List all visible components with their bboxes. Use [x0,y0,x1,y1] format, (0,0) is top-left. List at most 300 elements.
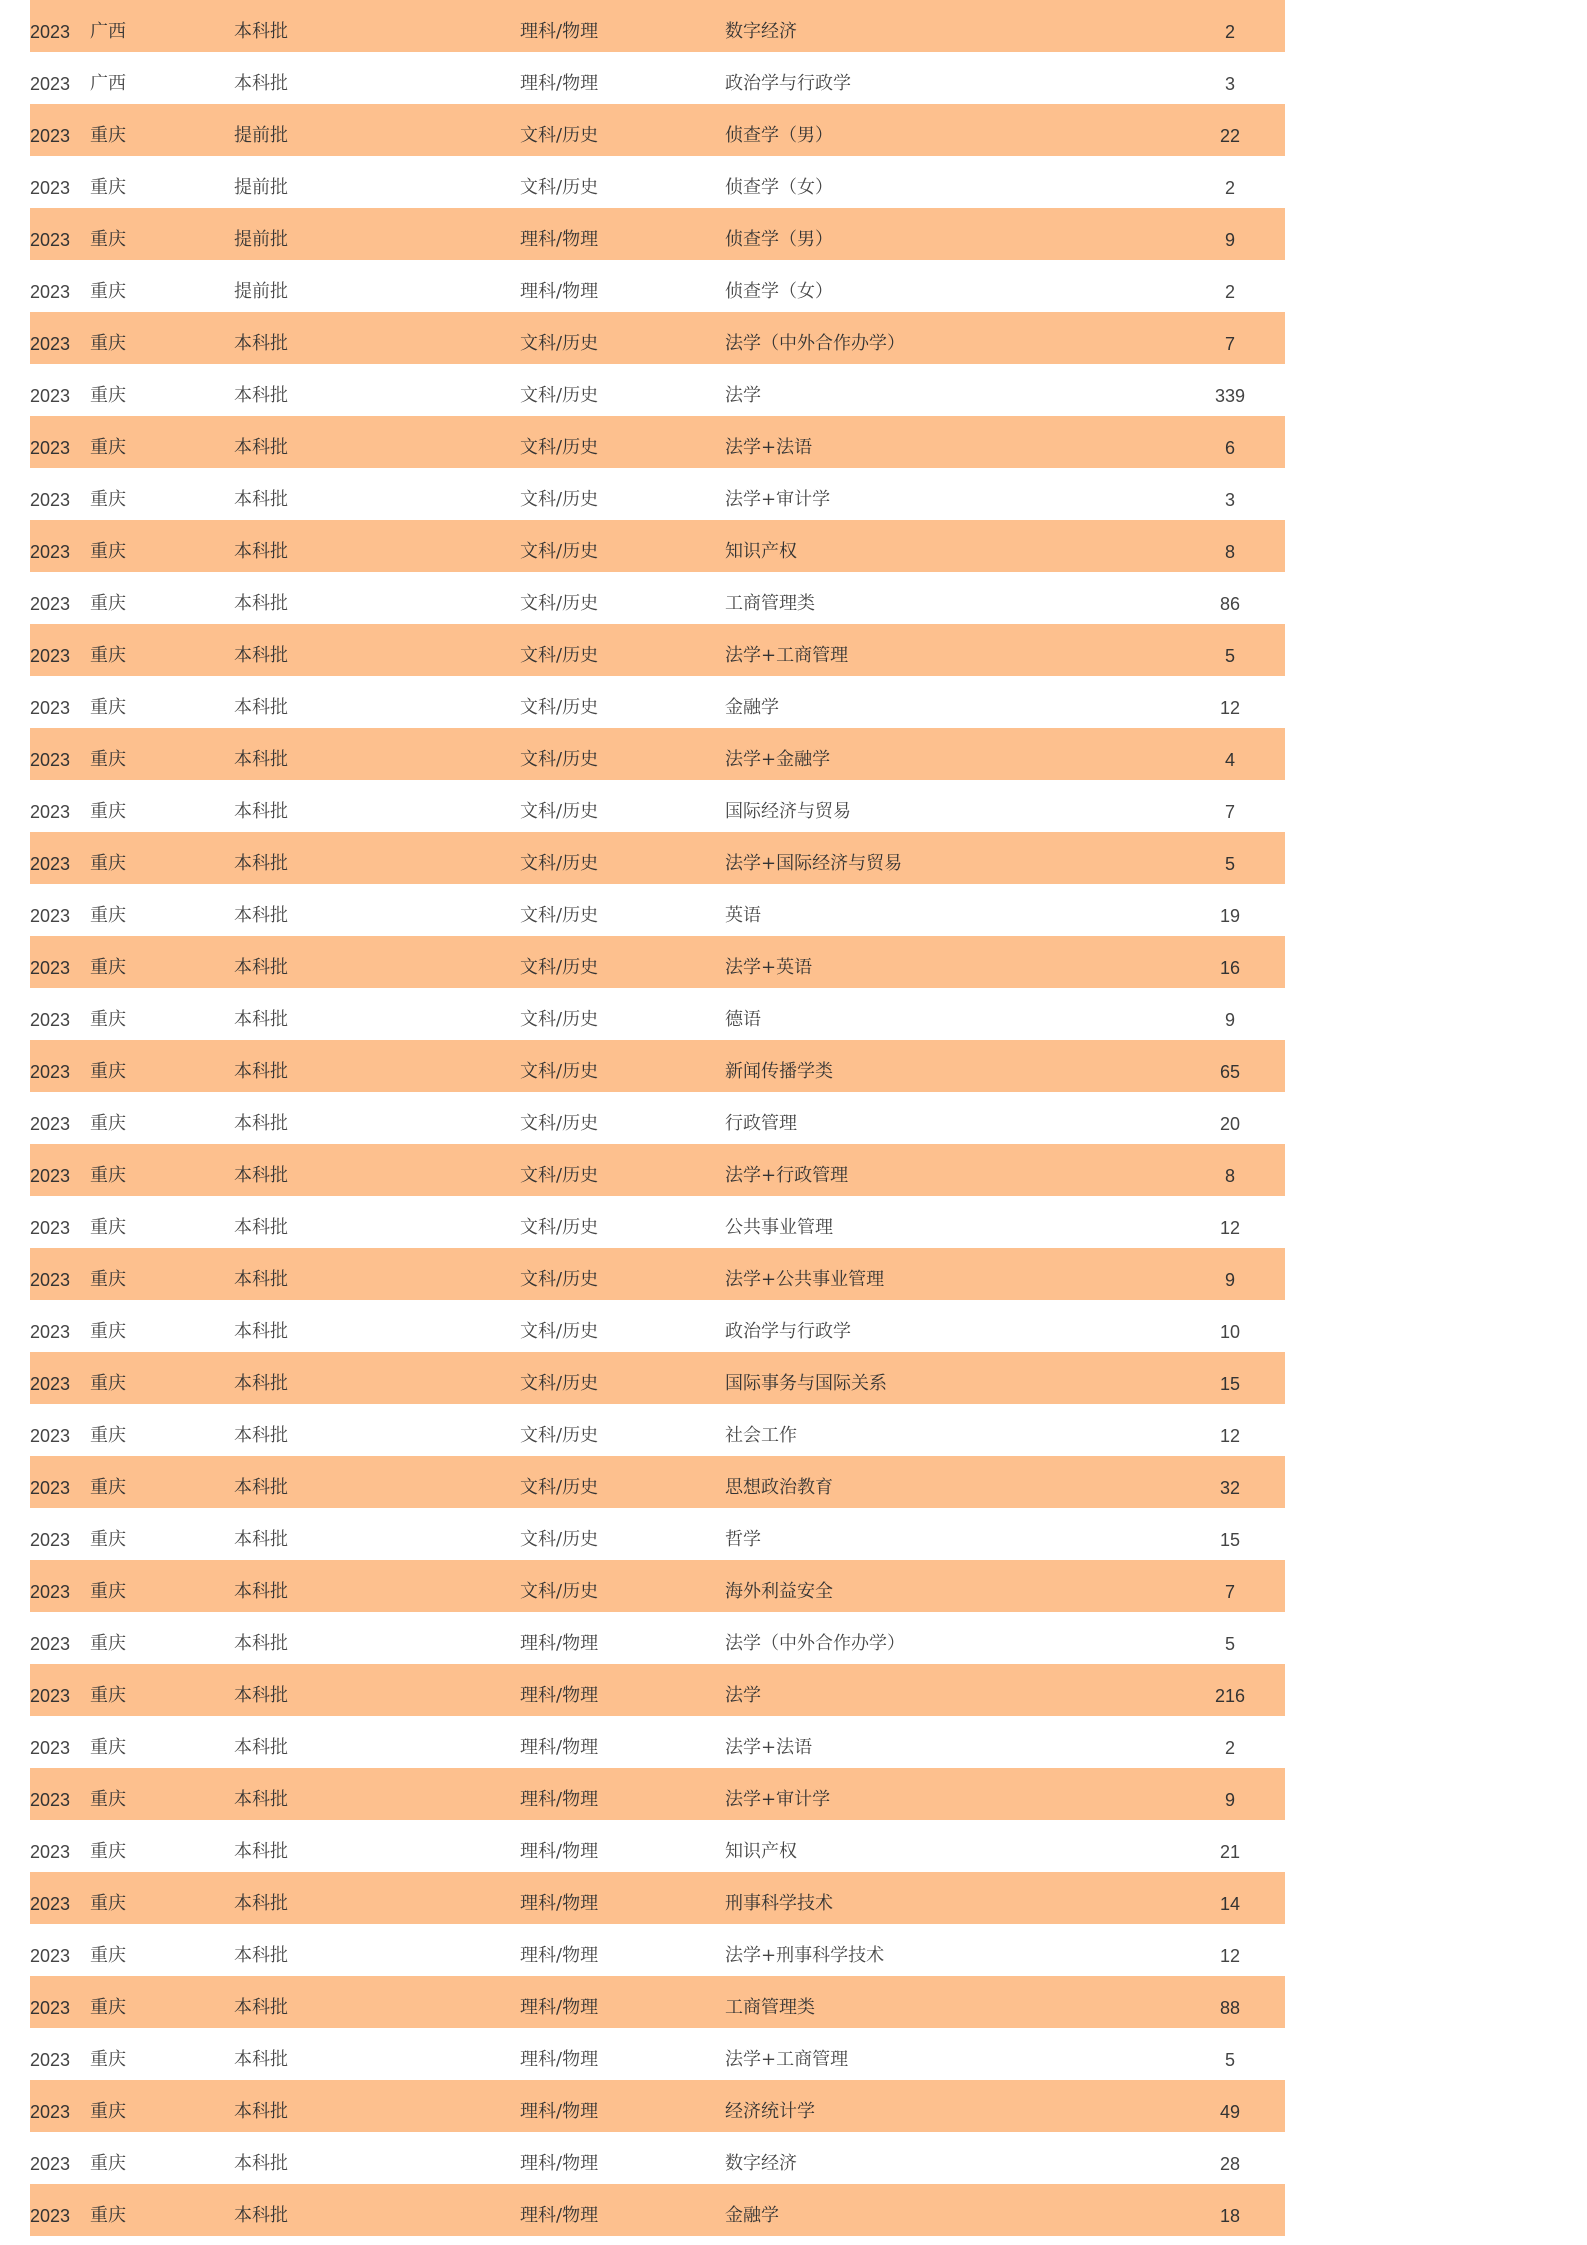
major-cell: 法学（中外合作办学） [725,1633,905,1654]
subject-cell: 理科/物理 [520,281,599,302]
province-cell: 重庆 [90,541,126,562]
table-row [30,1092,1285,1144]
subject-cell: 文科/历史 [520,593,599,614]
year-cell: 2023 [30,1426,71,1446]
province-cell: 重庆 [90,229,126,250]
batch-cell: 提前批 [234,281,288,302]
count-cell: 9 [1224,1790,1235,1810]
major-cell: 政治学与行政学 [725,1321,851,1342]
table-row [30,832,1285,884]
batch-cell: 本科批 [234,1061,288,1082]
year-cell: 2023 [30,1530,71,1550]
table-row [30,260,1285,312]
province-cell: 重庆 [90,957,126,978]
subject-cell: 文科/历史 [520,385,599,406]
major-cell: 社会工作 [725,1425,797,1446]
province-cell: 重庆 [90,125,126,146]
province-cell: 重庆 [90,1373,126,1394]
year-cell: 2023 [30,1634,71,1654]
count-cell: 5 [1224,2050,1235,2070]
batch-cell: 本科批 [234,2153,288,2174]
province-cell: 重庆 [90,1789,126,1810]
year-cell: 2023 [30,1166,71,1186]
subject-cell: 文科/历史 [520,1009,599,1030]
count-cell: 88 [1219,1998,1241,2018]
major-cell: 侦查学（男） [725,125,833,146]
subject-cell: 理科/物理 [520,1633,599,1654]
table-row [30,728,1285,780]
major-cell: 法学+国际经济与贸易 [725,853,903,874]
batch-cell: 本科批 [234,957,288,978]
batch-cell: 本科批 [234,541,288,562]
year-cell: 2023 [30,1218,71,1238]
batch-cell: 本科批 [234,1945,288,1966]
table-row [30,1508,1285,1560]
subject-cell: 文科/历史 [520,905,599,926]
year-cell: 2023 [30,594,71,614]
year-cell: 2023 [30,74,71,94]
count-cell: 12 [1219,1426,1241,1446]
count-cell: 5 [1224,854,1235,874]
year-cell: 2023 [30,230,71,250]
province-cell: 重庆 [90,281,126,302]
year-cell: 2023 [30,2102,71,2122]
province-cell: 重庆 [90,1477,126,1498]
count-cell: 6 [1224,438,1235,458]
count-cell: 3 [1224,74,1235,94]
batch-cell: 本科批 [234,333,288,354]
year-cell: 2023 [30,1998,71,2018]
batch-cell: 提前批 [234,229,288,250]
table-row [30,156,1285,208]
batch-cell: 本科批 [234,1217,288,1238]
year-cell: 2023 [30,1062,71,1082]
batch-cell: 本科批 [234,437,288,458]
year-cell: 2023 [30,906,71,926]
year-cell: 2023 [30,854,71,874]
subject-cell: 理科/物理 [520,21,599,42]
count-cell: 5 [1224,646,1235,666]
table-row [30,1456,1285,1508]
count-cell: 216 [1214,1686,1246,1706]
province-cell: 重庆 [90,1217,126,1238]
batch-cell: 本科批 [234,749,288,770]
year-cell: 2023 [30,1270,71,1290]
table-row [30,104,1285,156]
batch-cell: 本科批 [234,2101,288,2122]
count-cell: 2 [1224,22,1235,42]
province-cell: 重庆 [90,1633,126,1654]
year-cell: 2023 [30,1686,71,1706]
year-cell: 2023 [30,1322,71,1342]
year-cell: 2023 [30,542,71,562]
year-cell: 2023 [30,1114,71,1134]
year-cell: 2023 [30,1010,71,1030]
province-cell: 重庆 [90,437,126,458]
count-cell: 7 [1224,802,1235,822]
count-cell: 15 [1219,1530,1241,1550]
count-cell: 9 [1224,1010,1235,1030]
table-row [30,624,1285,676]
major-cell: 国际事务与国际关系 [725,1373,887,1394]
subject-cell: 文科/历史 [520,1113,599,1134]
count-cell: 20 [1219,1114,1241,1134]
major-cell: 政治学与行政学 [725,73,851,94]
subject-cell: 文科/历史 [520,749,599,770]
batch-cell: 本科批 [234,1789,288,1810]
major-cell: 法学+行政管理 [725,1165,849,1186]
count-cell: 9 [1224,1270,1235,1290]
table-row [30,52,1285,104]
year-cell: 2023 [30,386,71,406]
table-row [30,208,1285,260]
subject-cell: 理科/物理 [520,2205,599,2226]
subject-cell: 文科/历史 [520,1321,599,1342]
major-cell: 数字经济 [725,21,797,42]
province-cell: 重庆 [90,1737,126,1758]
province-cell: 重庆 [90,489,126,510]
count-cell: 16 [1219,958,1241,978]
table-row [30,416,1285,468]
count-cell: 86 [1219,594,1241,614]
subject-cell: 文科/历史 [520,957,599,978]
subject-cell: 文科/历史 [520,177,599,198]
province-cell: 重庆 [90,1997,126,2018]
major-cell: 经济统计学 [725,2101,815,2122]
table-row [30,884,1285,936]
batch-cell: 本科批 [234,1477,288,1498]
province-cell: 重庆 [90,853,126,874]
major-cell: 法学+金融学 [725,749,831,770]
table-row [30,2080,1285,2132]
table-row [30,676,1285,728]
batch-cell: 本科批 [234,1633,288,1654]
province-cell: 重庆 [90,1009,126,1030]
year-cell: 2023 [30,126,71,146]
batch-cell: 本科批 [234,73,288,94]
province-cell: 重庆 [90,697,126,718]
major-cell: 工商管理类 [725,1997,815,2018]
subject-cell: 文科/历史 [520,1581,599,1602]
batch-cell: 本科批 [234,1685,288,1706]
subject-cell: 文科/历史 [520,1529,599,1550]
table-row [30,1404,1285,1456]
province-cell: 重庆 [90,1113,126,1134]
year-cell: 2023 [30,1842,71,1862]
major-cell: 数字经济 [725,2153,797,2174]
count-cell: 2 [1224,282,1235,302]
table-row [30,1716,1285,1768]
batch-cell: 本科批 [234,1321,288,1342]
subject-cell: 文科/历史 [520,437,599,458]
table-row [30,2184,1285,2236]
major-cell: 英语 [725,905,761,926]
batch-cell: 本科批 [234,1737,288,1758]
province-cell: 重庆 [90,1945,126,1966]
count-cell: 12 [1219,1946,1241,1966]
batch-cell: 本科批 [234,1893,288,1914]
batch-cell: 本科批 [234,645,288,666]
batch-cell: 提前批 [234,125,288,146]
count-cell: 2 [1224,178,1235,198]
batch-cell: 本科批 [234,697,288,718]
major-cell: 思想政治教育 [725,1477,833,1498]
subject-cell: 文科/历史 [520,645,599,666]
table-row [30,312,1285,364]
year-cell: 2023 [30,178,71,198]
major-cell: 法学+工商管理 [725,2049,849,2070]
province-cell: 重庆 [90,1269,126,1290]
count-cell: 28 [1219,2154,1241,2174]
batch-cell: 本科批 [234,1425,288,1446]
year-cell: 2023 [30,646,71,666]
subject-cell: 文科/历史 [520,333,599,354]
province-cell: 重庆 [90,1061,126,1082]
major-cell: 德语 [725,1009,761,1030]
subject-cell: 理科/物理 [520,229,599,250]
major-cell: 法学（中外合作办学） [725,333,905,354]
province-cell: 重庆 [90,2153,126,2174]
year-cell: 2023 [30,1894,71,1914]
major-cell: 法学+工商管理 [725,645,849,666]
year-cell: 2023 [30,698,71,718]
admissions-table [30,0,1285,2236]
batch-cell: 提前批 [234,177,288,198]
batch-cell: 本科批 [234,1997,288,2018]
province-cell: 重庆 [90,1893,126,1914]
subject-cell: 理科/物理 [520,1789,599,1810]
subject-cell: 理科/物理 [520,1737,599,1758]
major-cell: 法学 [725,1685,761,1706]
count-cell: 3 [1224,490,1235,510]
province-cell: 重庆 [90,2049,126,2070]
batch-cell: 本科批 [234,1841,288,1862]
major-cell: 刑事科学技术 [725,1893,833,1914]
province-cell: 重庆 [90,1321,126,1342]
count-cell: 21 [1219,1842,1241,1862]
major-cell: 金融学 [725,697,779,718]
province-cell: 重庆 [90,593,126,614]
major-cell: 公共事业管理 [725,1217,833,1238]
major-cell: 侦查学（女） [725,177,833,198]
province-cell: 重庆 [90,1685,126,1706]
batch-cell: 本科批 [234,2205,288,2226]
major-cell: 新闻传播学类 [725,1061,833,1082]
major-cell: 海外利益安全 [725,1581,833,1602]
count-cell: 12 [1219,698,1241,718]
batch-cell: 本科批 [234,801,288,822]
year-cell: 2023 [30,1946,71,1966]
table-row [30,1248,1285,1300]
table-row [30,936,1285,988]
subject-cell: 文科/历史 [520,489,599,510]
year-cell: 2023 [30,282,71,302]
batch-cell: 本科批 [234,905,288,926]
table-row [30,1768,1285,1820]
major-cell: 侦查学（男） [725,229,833,250]
province-cell: 重庆 [90,333,126,354]
table-row [30,780,1285,832]
count-cell: 49 [1219,2102,1241,2122]
subject-cell: 理科/物理 [520,1997,599,2018]
subject-cell: 文科/历史 [520,1269,599,1290]
count-cell: 2 [1224,1738,1235,1758]
count-cell: 65 [1219,1062,1241,1082]
year-cell: 2023 [30,802,71,822]
year-cell: 2023 [30,958,71,978]
year-cell: 2023 [30,2050,71,2070]
table-row [30,1664,1285,1716]
table-row [30,364,1285,416]
subject-cell: 理科/物理 [520,2153,599,2174]
table-row [30,1976,1285,2028]
table-row [30,0,1285,52]
subject-cell: 文科/历史 [520,853,599,874]
subject-cell: 理科/物理 [520,1945,599,1966]
province-cell: 重庆 [90,2205,126,2226]
count-cell: 9 [1224,230,1235,250]
table-row [30,988,1285,1040]
table-row [30,1300,1285,1352]
year-cell: 2023 [30,1738,71,1758]
count-cell: 15 [1219,1374,1241,1394]
batch-cell: 本科批 [234,593,288,614]
batch-cell: 本科批 [234,1009,288,1030]
subject-cell: 文科/历史 [520,697,599,718]
table-row [30,1560,1285,1612]
subject-cell: 理科/物理 [520,1685,599,1706]
count-cell: 10 [1219,1322,1241,1342]
major-cell: 行政管理 [725,1113,797,1134]
count-cell: 14 [1219,1894,1241,1914]
province-cell: 重庆 [90,1529,126,1550]
subject-cell: 理科/物理 [520,1841,599,1862]
count-cell: 19 [1219,906,1241,926]
table-row [30,468,1285,520]
subject-cell: 理科/物理 [520,73,599,94]
table-row [30,1196,1285,1248]
province-cell: 重庆 [90,905,126,926]
major-cell: 知识产权 [725,1841,797,1862]
batch-cell: 本科批 [234,2049,288,2070]
table-row [30,1612,1285,1664]
major-cell: 法学+英语 [725,957,813,978]
subject-cell: 文科/历史 [520,541,599,562]
batch-cell: 本科批 [234,1113,288,1134]
count-cell: 18 [1219,2206,1241,2226]
province-cell: 重庆 [90,385,126,406]
count-cell: 5 [1224,1634,1235,1654]
batch-cell: 本科批 [234,1269,288,1290]
province-cell: 重庆 [90,1165,126,1186]
subject-cell: 理科/物理 [520,2049,599,2070]
year-cell: 2023 [30,750,71,770]
count-cell: 7 [1224,334,1235,354]
subject-cell: 文科/历史 [520,1477,599,1498]
province-cell: 重庆 [90,177,126,198]
batch-cell: 本科批 [234,489,288,510]
batch-cell: 本科批 [234,1581,288,1602]
province-cell: 重庆 [90,749,126,770]
major-cell: 哲学 [725,1529,761,1550]
subject-cell: 理科/物理 [520,2101,599,2122]
batch-cell: 本科批 [234,1373,288,1394]
subject-cell: 文科/历史 [520,801,599,822]
province-cell: 广西 [90,73,126,94]
subject-cell: 文科/历史 [520,1425,599,1446]
major-cell: 法学 [725,385,761,406]
table-row [30,1040,1285,1092]
year-cell: 2023 [30,438,71,458]
year-cell: 2023 [30,2206,71,2226]
year-cell: 2023 [30,490,71,510]
table-row [30,1820,1285,1872]
batch-cell: 本科批 [234,385,288,406]
major-cell: 法学+审计学 [725,489,831,510]
table-row [30,2132,1285,2184]
subject-cell: 理科/物理 [520,1893,599,1914]
batch-cell: 本科批 [234,21,288,42]
province-cell: 重庆 [90,2101,126,2122]
subject-cell: 文科/历史 [520,1061,599,1082]
batch-cell: 本科批 [234,853,288,874]
year-cell: 2023 [30,334,71,354]
count-cell: 339 [1214,386,1246,406]
major-cell: 国际经济与贸易 [725,801,851,822]
province-cell: 重庆 [90,801,126,822]
year-cell: 2023 [30,1790,71,1810]
subject-cell: 文科/历史 [520,1217,599,1238]
year-cell: 2023 [30,2154,71,2174]
subject-cell: 文科/历史 [520,1165,599,1186]
major-cell: 工商管理类 [725,593,815,614]
province-cell: 广西 [90,21,126,42]
table-row [30,1924,1285,1976]
province-cell: 重庆 [90,1581,126,1602]
major-cell: 法学+刑事科学技术 [725,1945,885,1966]
major-cell: 法学+公共事业管理 [725,1269,885,1290]
batch-cell: 本科批 [234,1165,288,1186]
batch-cell: 本科批 [234,1529,288,1550]
major-cell: 金融学 [725,2205,779,2226]
year-cell: 2023 [30,1582,71,1602]
year-cell: 2023 [30,1478,71,1498]
year-cell: 2023 [30,22,71,42]
major-cell: 法学+审计学 [725,1789,831,1810]
table-row [30,1872,1285,1924]
count-cell: 32 [1219,1478,1241,1498]
table-row [30,2028,1285,2080]
count-cell: 22 [1219,126,1241,146]
major-cell: 法学+法语 [725,437,813,458]
count-cell: 7 [1224,1582,1235,1602]
table-row [30,1144,1285,1196]
province-cell: 重庆 [90,645,126,666]
major-cell: 侦查学（女） [725,281,833,302]
count-cell: 12 [1219,1218,1241,1238]
table-row [30,1352,1285,1404]
major-cell: 知识产权 [725,541,797,562]
count-cell: 4 [1224,750,1235,770]
subject-cell: 文科/历史 [520,1373,599,1394]
count-cell: 8 [1224,1166,1235,1186]
province-cell: 重庆 [90,1841,126,1862]
count-cell: 8 [1224,542,1235,562]
subject-cell: 文科/历史 [520,125,599,146]
year-cell: 2023 [30,1374,71,1394]
table-row [30,520,1285,572]
major-cell: 法学+法语 [725,1737,813,1758]
